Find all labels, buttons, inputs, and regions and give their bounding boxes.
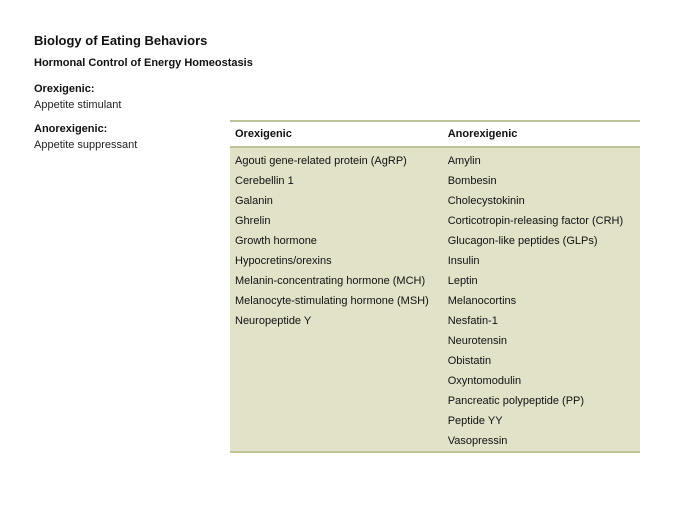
definition-description: Appetite suppressant bbox=[34, 139, 138, 151]
definition-term: Orexigenic: bbox=[34, 83, 95, 95]
table-row bbox=[230, 351, 640, 371]
cell-orexigenic bbox=[230, 371, 443, 391]
table-row bbox=[230, 311, 640, 331]
definition-anorexigenic bbox=[34, 121, 137, 153]
cell-anorexigenic: Glucagon-like peptides (GLPs) bbox=[447, 235, 598, 247]
hormone-table bbox=[230, 120, 640, 453]
definition-description: Appetite stimulant bbox=[34, 99, 122, 111]
cell-anorexigenic: Corticotropin-releasing factor (CRH) bbox=[447, 215, 624, 227]
cell-orexigenic: Galanin bbox=[235, 195, 273, 207]
cell-orexigenic bbox=[230, 431, 443, 452]
page-title: Biology of Eating Behaviors bbox=[34, 33, 208, 48]
table-row bbox=[230, 411, 640, 431]
table-row bbox=[230, 331, 640, 351]
cell-anorexigenic: Vasopressin bbox=[443, 431, 640, 452]
table-body bbox=[230, 147, 640, 452]
table-row bbox=[230, 251, 640, 271]
column-header-orexigenic: Orexigenic bbox=[230, 121, 443, 147]
column-header-anorexigenic: Anorexigenic bbox=[443, 121, 640, 147]
table-row bbox=[230, 291, 640, 311]
hormone-table-container bbox=[230, 120, 640, 453]
cell-orexigenic bbox=[230, 331, 443, 351]
cell-orexigenic: Hypocretins/orexins bbox=[235, 255, 332, 267]
cell-orexigenic: Cerebellin 1 bbox=[235, 175, 294, 187]
cell-anorexigenic: Melanocortins bbox=[447, 295, 517, 307]
cell-anorexigenic: Leptin bbox=[447, 275, 478, 287]
cell-anorexigenic: Nesfatin-1 bbox=[447, 315, 498, 327]
table-row bbox=[230, 371, 640, 391]
cell-orexigenic: Neuropeptide Y bbox=[235, 315, 312, 327]
cell-orexigenic bbox=[230, 351, 443, 371]
table-row bbox=[230, 191, 640, 211]
cell-anorexigenic: Cholecystokinin bbox=[447, 195, 525, 207]
cell-anorexigenic: Insulin bbox=[447, 255, 480, 267]
cell-anorexigenic: Pancreatic polypeptide (PP) bbox=[447, 395, 585, 407]
cell-orexigenic: Melanin-concentrating hormone (MCH) bbox=[235, 275, 426, 287]
table-row bbox=[230, 391, 640, 411]
table-row bbox=[230, 431, 640, 452]
cell-orexigenic: Ghrelin bbox=[235, 215, 271, 227]
page-subtitle: Hormonal Control of Energy Homeostasis bbox=[34, 57, 253, 69]
table-row bbox=[230, 147, 640, 171]
cell-anorexigenic: Amylin bbox=[447, 155, 481, 167]
cell-orexigenic bbox=[230, 391, 443, 411]
cell-orexigenic: Melanocyte-stimulating hormone (MSH) bbox=[235, 295, 429, 307]
definition-term: Anorexigenic: bbox=[34, 123, 108, 135]
cell-orexigenic bbox=[230, 411, 443, 431]
cell-orexigenic: Agouti gene-related protein (AgRP) bbox=[235, 155, 407, 167]
cell-anorexigenic: Peptide YY bbox=[447, 415, 503, 427]
definition-orexigenic bbox=[34, 81, 121, 113]
cell-anorexigenic: Obistatin bbox=[447, 355, 492, 367]
table-header-row bbox=[230, 121, 640, 147]
table-row bbox=[230, 271, 640, 291]
cell-anorexigenic: Bombesin bbox=[447, 175, 497, 187]
table-row bbox=[230, 231, 640, 251]
cell-anorexigenic: Oxyntomodulin bbox=[447, 375, 522, 387]
cell-anorexigenic: Neurotensin bbox=[447, 335, 508, 347]
table-row bbox=[230, 211, 640, 231]
cell-orexigenic: Growth hormone bbox=[235, 235, 317, 247]
table-row bbox=[230, 171, 640, 191]
